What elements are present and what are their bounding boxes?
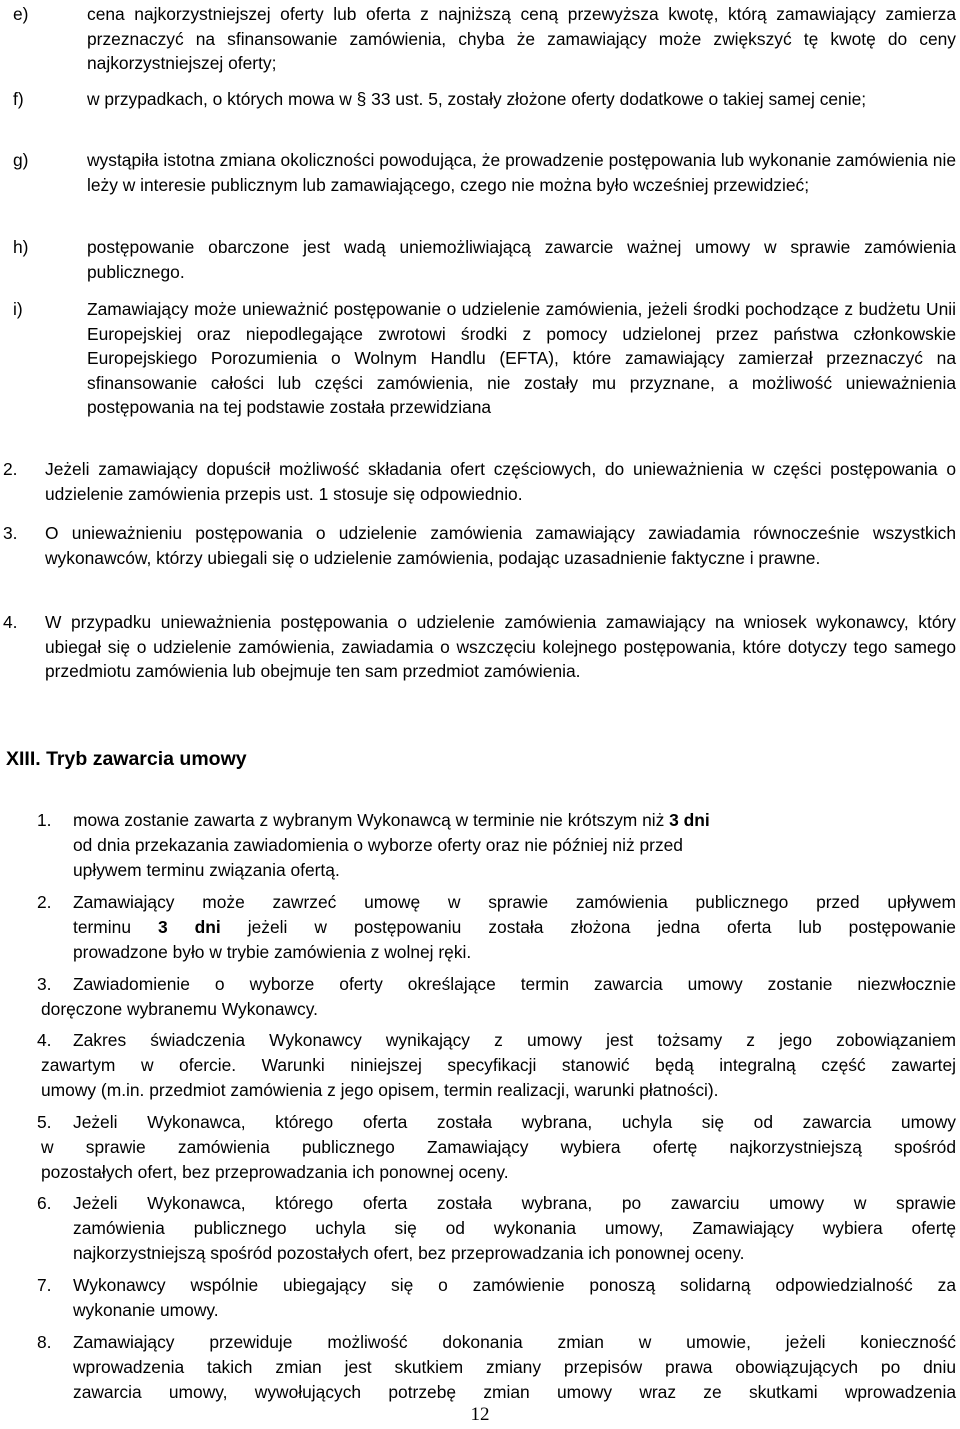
contract-point-5-line-2: w sprawie zamówienia publicznego Zamawiający wybiera ofertę najkorzystniejszą spośród [41,1137,956,1157]
contract-point-7-line-1: Wykonawcy wspólnie ubiegający się o zamówienie ponoszą solidarną odpowiedzialność za [73,1275,956,1295]
page-number: 12 [470,1404,490,1425]
contract-point-8-line-3: zawarcia umowy, wywołujących potrzebę zmian umowy wraz ze skutkami wprowadzenia [73,1382,956,1402]
contract-point-1-line-1 [73,808,956,833]
contract-point-6-line-3: najkorzystniejszą spośród pozostałych ofert, bez przeprowadzania ich ponownej oceny. [73,1243,745,1263]
point-4-text: W przypadku unieważnienia postępowania o udzielenie zamówienia zamawiający na wniosek wykonawcy, który ubiegał się o udzielenie zamówienia, zawiadamia o wszczęciu kolejnego postępowania, które dotyczy tego samego przedmiotu zamówienia lub obejmuje ten sam przedmiot zamówienia. [45,612,956,682]
contract-point-label-6: 6. [37,1193,52,1213]
contract-point-2-line-3: prowadzone było w trybie zamówienia z wolnej ręki. [73,942,472,962]
contract-point-1-line-2: od dnia przekazania zawiadomienia o wyborze oferty oraz nie później niż przed [73,835,683,855]
contract-point-6-line-1: Jeżeli Wykonawca, którego oferta została wybrana, po zawarciu umowy w sprawie [73,1193,956,1213]
list-item-h-text: postępowanie obarczone jest wadą uniemożliwiającą zawarcie ważnej umowy w sprawie zamówienia publicznego. [87,237,956,282]
contract-point-5-line-3: pozostałych ofert, bez przeprowadzania ich ponownej oceny. [41,1162,509,1182]
contract-point-1-line-3: upływem terminu związania ofertą. [73,860,340,880]
point-label-3: 3. [3,523,18,543]
contract-point-label-1: 1. [37,810,52,830]
contract-point-2-bold: 3 dni [158,917,221,937]
point-2-text: Jeżeli zamawiający dopuścił możliwość składania ofert częściowych, do unieważnienia w części postępowania o udzielenie zamówienia przepis ust. 1 stosuje się odpowiednio. [45,459,956,504]
section-heading: XIII. Tryb zawarcia umowy [6,748,247,770]
contract-point-3-line-1: Zawiadomienie o wyborze oferty określające termin zawarcia umowy zostanie niezwłocznie [73,974,956,994]
contract-point-8-line-1: Zamawiający przewiduje możliwość dokonania zmian w umowie, jeżeli konieczność [73,1332,956,1352]
list-label-h: h) [13,237,29,257]
contract-point-4-line-3: umowy (m.in. przedmiot zamówienia z jego opisem, termin realizacji, warunki płatności). [41,1080,719,1100]
point-label-4: 4. [3,612,18,632]
contract-point-4-line-1: Zakres świadczenia Wykonawcy wynikający z umowy jest tożsamy z jego zobowiązaniem [73,1030,956,1050]
contract-point-label-4: 4. [37,1030,52,1050]
contract-point-label-5: 5. [37,1112,52,1132]
contract-point-2-line-1: Zamawiający może zawrzeć umowę w sprawie zamówienia publicznego przed upływem [73,892,956,912]
contract-point-2-text: terminu [73,917,158,937]
contract-point-3-line-2: doręczone wybranemu Wykonawcy. [41,999,318,1019]
list-item-f-text: w przypadkach, o których mowa w § 33 ust. 5, zostały złożone oferty dodatkowe o takiej samej cenie; [87,89,867,109]
contract-point-2-line-2 [73,915,956,940]
list-label-f: f) [13,89,24,109]
point-label-2: 2. [3,459,18,479]
contract-point-1-text: mowa zostanie zawarta z wybranym Wykonawcą w terminie nie krótszym niż [73,810,670,830]
contract-point-7-line-2: wykonanie umowy. [73,1300,219,1320]
point-3-text: O unieważnieniu postępowania o udzielenie zamówienia zamawiający zawiadamia równocześnie wszystkich wykonawców, którzy ubiegali się o udzielenie zamówienia, podając uzasadnienie faktyczne i prawne. [45,523,956,568]
list-label-e: e) [13,4,29,24]
contract-point-8-line-2: wprowadzenia takich zmian jest skutkiem zmiany przepisów prawa obowiązujących po dniu [73,1357,956,1377]
list-item-e-text: cena najkorzystniejszej oferty lub oferta z najniższą ceną przewyższa kwotę, którą zamawiający zamierza przeznaczyć na sfinansowanie zamówienia, chyba że zamawiający może zwiększyć tę kwotę do ceny najkorzystniejszej oferty; [87,4,956,74]
list-label-i: i) [13,299,23,319]
contract-point-2-text-rest: jeżeli w postępowaniu została złożona jedna oferta lub postępowanie [220,917,956,937]
contract-point-label-3: 3. [37,974,52,994]
contract-point-label-8: 8. [37,1332,52,1352]
contract-point-6-line-2: zamówienia publicznego uchyla się od wykonania umowy, Zamawiający wybiera ofertę [73,1218,956,1238]
contract-point-label-7: 7. [37,1275,52,1295]
contract-point-4-line-2: zawartym w ofercie. Warunki niniejszej specyfikacji stanowić będą integralną część zawartej [41,1055,956,1075]
contract-point-label-2: 2. [37,892,52,912]
list-item-g-text: wystąpiła istotna zmiana okoliczności powodująca, że prowadzenie postępowania lub wykonanie zamówienia nie leży w interesie publicznym lub zamawiającego, czego nie można było wcześniej przewidzieć; [87,150,956,195]
list-item-i-text: Zamawiający może unieważnić postępowanie o udzielenie zamówienia, jeżeli środki pochodzące z budżetu Unii Europejskiej oraz niepodlegające zwrotowi środki z pomocy udzielonej przez państwa członkowskie Europejskiego Porozumienia o Wolnym Handlu (EFTA), które zamawiający zamierzał przeznaczyć na sfinansowanie całości lub części zamówienia, nie zostały mu przyznane, a możliwość unieważnienia postępowania na tej podstawie została przewidziana [87,299,956,418]
contract-point-5-line-1: Jeżeli Wykonawca, którego oferta została wybrana, uchyla się od zawarcia umowy [73,1112,956,1132]
list-label-g: g) [13,150,29,170]
contract-point-1-bold: 3 dni [669,810,710,830]
